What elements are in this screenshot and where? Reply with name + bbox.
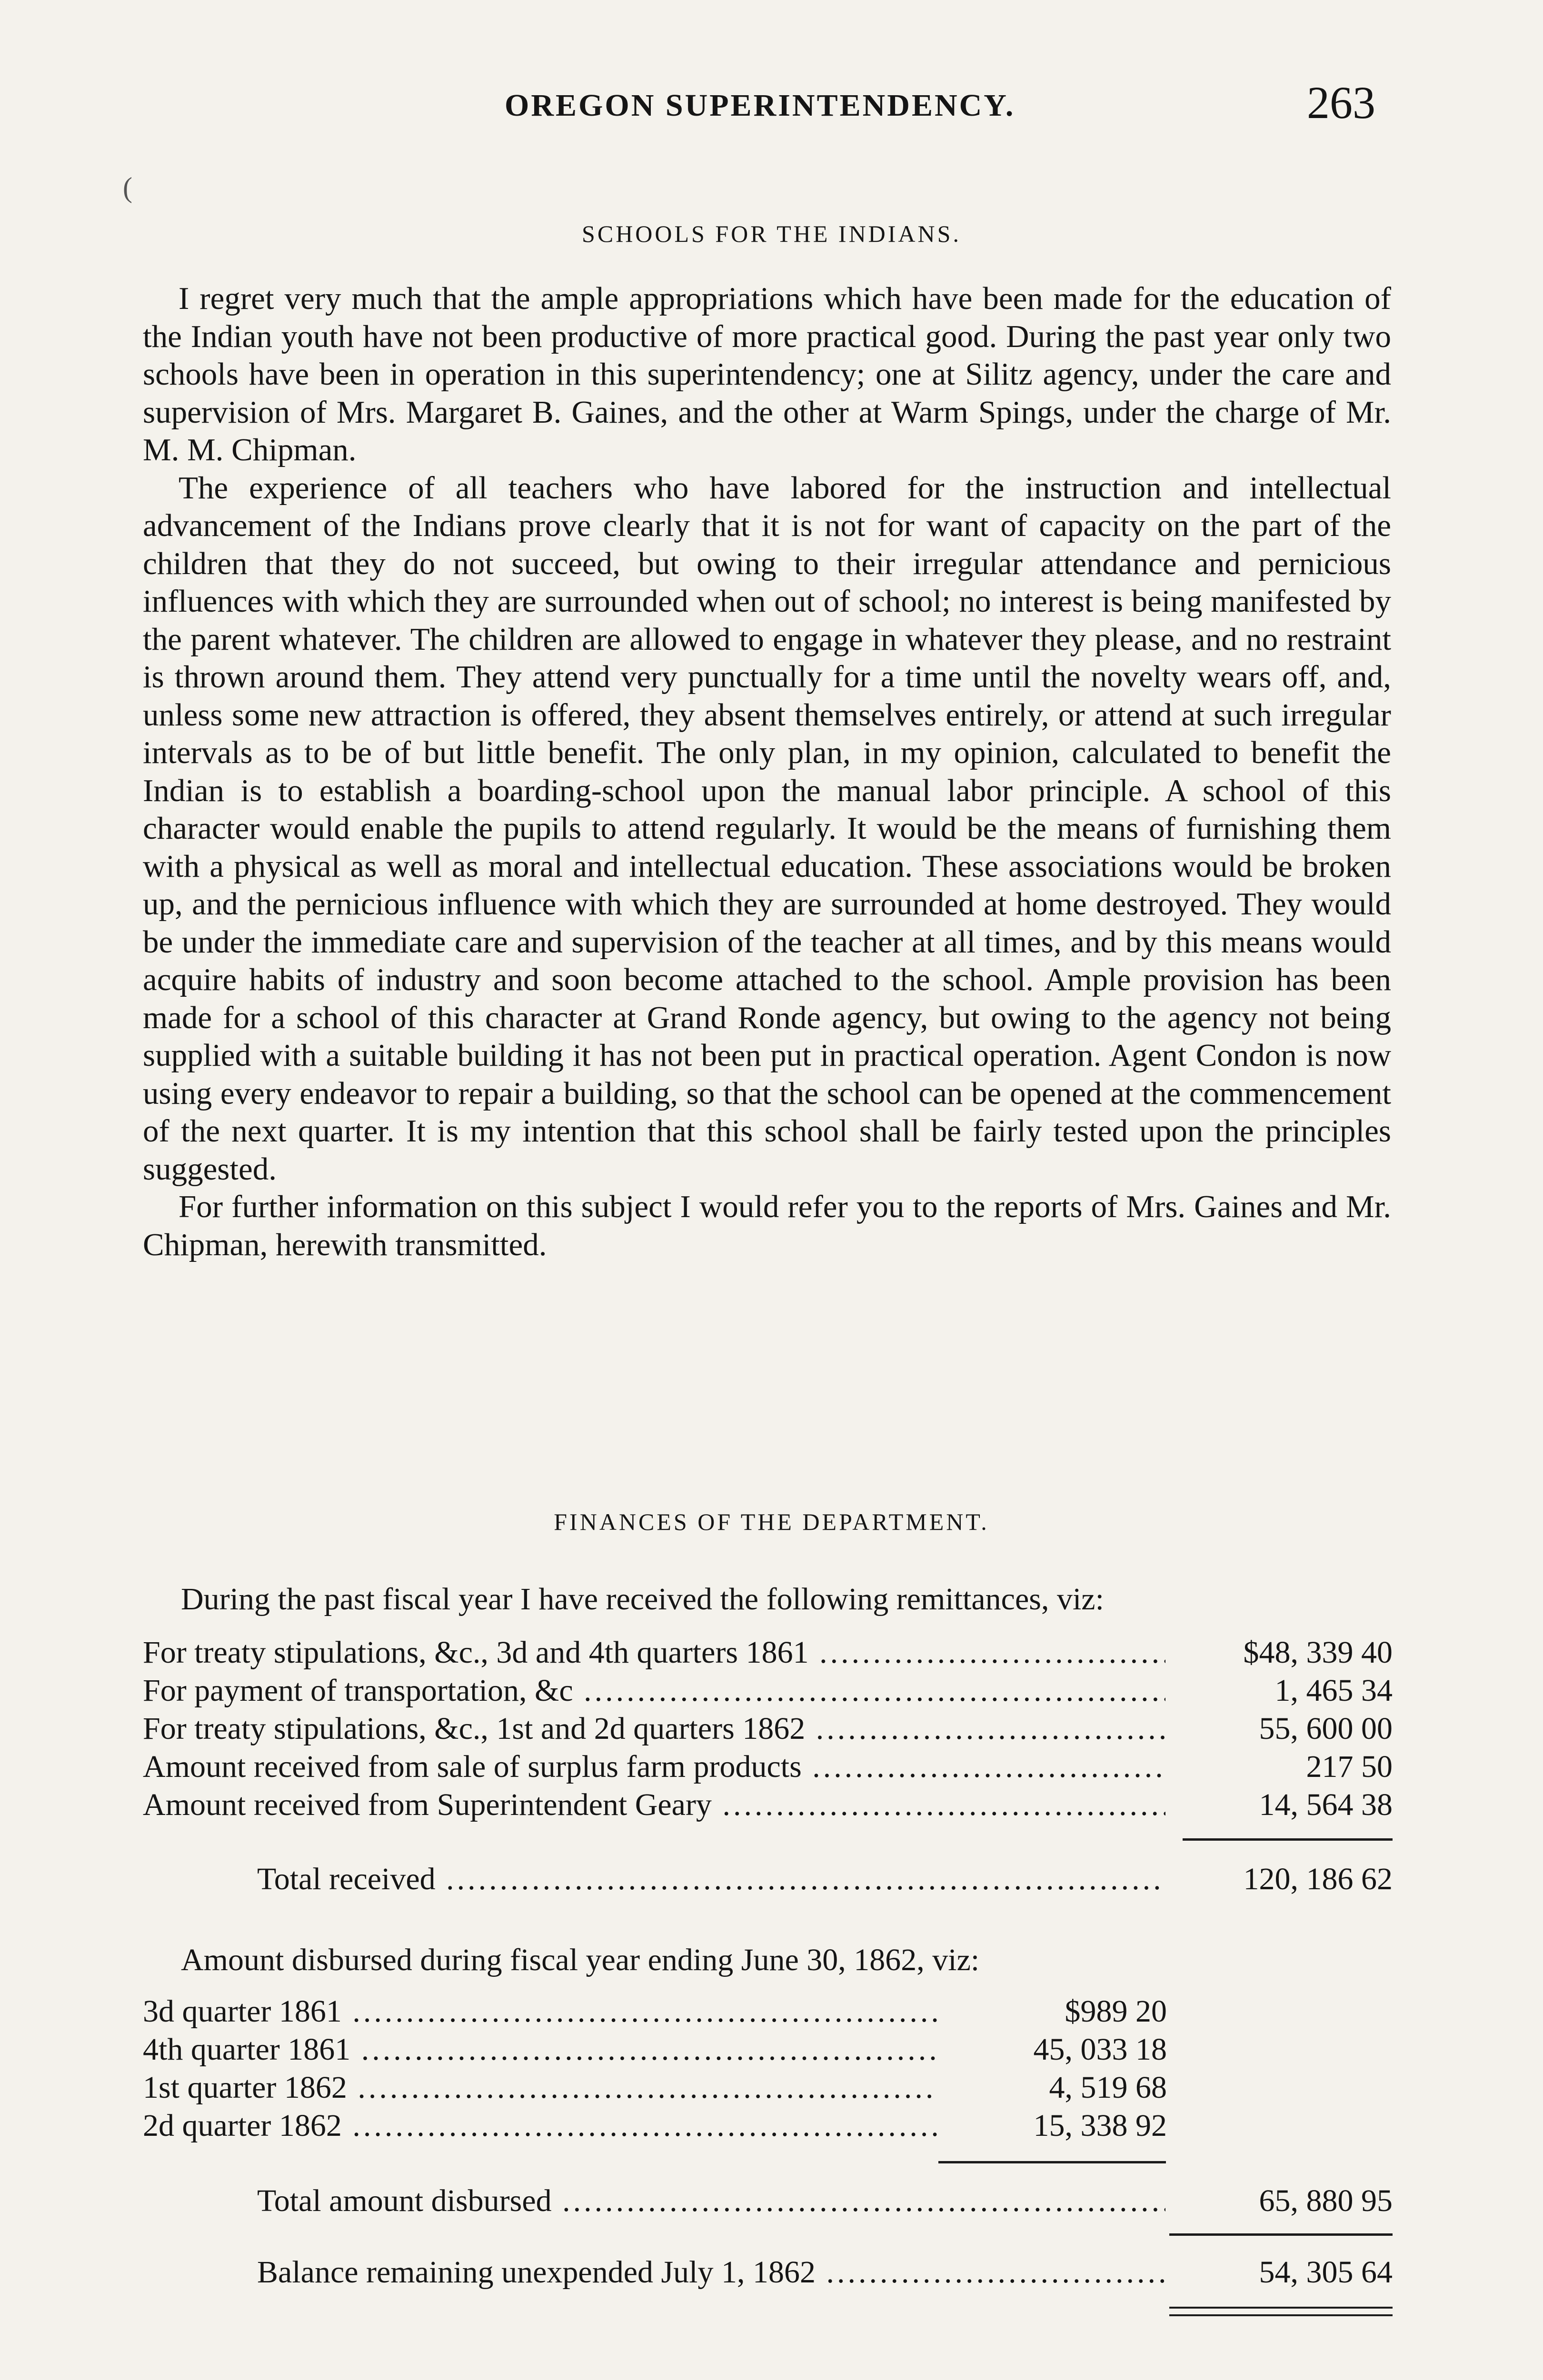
disbursed-amount: 45, 033 18 — [1033, 2032, 1167, 2067]
total-disbursed-label: Total amount disbursed ..... — [257, 2183, 1165, 2219]
received-label: Amount received from Superintendent Geary ..... — [143, 1787, 1165, 1823]
double-rule-bottom — [1169, 2314, 1393, 2316]
received-row — [143, 1787, 1393, 1825]
received-row — [143, 1673, 1393, 1711]
received-amount: $48, 339 40 — [1243, 1635, 1393, 1670]
disbursed-label: 4th quarter 1861 ..... — [143, 2032, 938, 2068]
running-title: OREGON SUPERINTENDENCY. — [505, 88, 1015, 123]
disbursed-row — [143, 2032, 1393, 2070]
total-received-label: Total received ..... — [257, 1861, 1165, 1897]
disbursed-label: 3d quarter 1861 ..... — [143, 1993, 938, 2030]
received-label: For payment of transportation, &c ..... — [143, 1673, 1165, 1709]
received-row — [143, 1749, 1393, 1787]
received-label: Amount received from sale of surplus farm products ..... — [143, 1749, 1165, 1785]
disbursed-subtotal-rule — [938, 2161, 1166, 2163]
stray-mark: ( — [123, 172, 132, 203]
double-rule-top — [1169, 2307, 1393, 2309]
section-heading-schools: SCHOOLS FOR THE INDIANS. — [582, 220, 961, 247]
paragraph-1: I regret very much that the ample appropriations which have been made for the education of the Indian youth have not been productive of more practical good. During the past year only two schools have been in operation in this superintendency; one at Silitz agency, under the care and supervision of Mrs. Margaret B. Gaines, and the other at Warm Spings, under the charge of Mr. M. M. Chipman. — [143, 281, 1391, 467]
balance-rule — [1169, 2233, 1393, 2236]
disbursed-label: 1st quarter 1862 ..... — [143, 2070, 938, 2106]
disbursed-row — [143, 2070, 1393, 2108]
received-label: For treaty stipulations, &c., 1st and 2d quarters 1862 ..... — [143, 1711, 1165, 1747]
disbursed-amount: $989 20 — [1065, 1994, 1167, 2029]
paragraph-2: The experience of all teachers who have labored for the instruction and intellectual advancement of the Indians prove clearly that it is not for want of capacity on the part of the children that they do not succeed, but owing to their irregular attendance and pernicious influences with which they are surrounded when out of school; no interest is being manifested by the parent whatever. The children are allowed to engage in whatever they please, and no restraint is thrown around them. They attend very punctually for a time until the novelty wears off, and, unless some new attraction is offered, they absent themselves entirely, or attend at such irregular intervals as to be of but little benefit. The only plan, in my opinion, calculated to benefit the Indian is to establish a boarding-school upon the manual labor principle. A school of this character would enable the pupils to attend regularly. It would be the means of furnishing them with a physical as well as moral and intellectual education. These associations would be broken up, and the pernicious influence with which they are surrounded at home destroyed. They would be under the immediate care and supervision of the teacher at all times, and by this means would acquire habits of industry and soon become attached to the school. Ample provision has been made for a school of this character at Grand Ronde agency, but owing to the agency not being supplied with a suitable building it has not been put in practical operation. Agent Condon is now using every endeavor to repair a building, so that the school can be opened at the commencement of the next quarter. It is my intention that this school shall be fairly tested upon the principles suggested. — [143, 470, 1391, 1187]
disbursed-row — [143, 1993, 1393, 2032]
total-received-amount: 120, 186 62 — [1243, 1862, 1393, 1896]
received-amount: 14, 564 38 — [1259, 1787, 1393, 1822]
total-received-row — [257, 1861, 1507, 1899]
subtotal-rule — [1183, 1838, 1393, 1841]
received-amount: 1, 465 34 — [1274, 1673, 1393, 1708]
total-disbursed-row — [257, 2183, 1507, 2221]
page-number: 263 — [1307, 77, 1375, 128]
received-amount: 217 50 — [1306, 1749, 1393, 1784]
received-label: For treaty stipulations, &c., 3d and 4th quarters 1861 ..... — [143, 1635, 1165, 1671]
paragraph-3: For further information on this subject I would refer you to the reports of Mrs. Gaines and Mr. Chipman, herewith transmitted. — [143, 1189, 1391, 1262]
schools-body — [143, 280, 1391, 1264]
received-row — [143, 1635, 1393, 1673]
disbursed-intro: Amount disbursed during fiscal year ending June 30, 1862, viz: — [181, 1943, 980, 1977]
received-intro: During the past fiscal year I have received the following remittances, viz: — [181, 1582, 1104, 1616]
page-header — [0, 76, 1543, 133]
total-disbursed-amount: 65, 880 95 — [1259, 2183, 1393, 2218]
balance-row — [257, 2254, 1507, 2292]
balance-label: Balance remaining unexpended July 1, 1862 ..... — [257, 2254, 1165, 2291]
received-row — [143, 1711, 1393, 1749]
disbursed-label: 2d quarter 1862 ..... — [143, 2108, 938, 2144]
disbursed-amount: 15, 338 92 — [1033, 2108, 1167, 2143]
disbursed-row — [143, 2108, 1393, 2146]
balance-amount: 54, 305 64 — [1259, 2255, 1393, 2290]
received-amount: 55, 600 00 — [1259, 1711, 1393, 1746]
disbursed-amount: 4, 519 68 — [1049, 2070, 1167, 2105]
section-heading-finances: FINANCES OF THE DEPARTMENT. — [554, 1508, 989, 1535]
